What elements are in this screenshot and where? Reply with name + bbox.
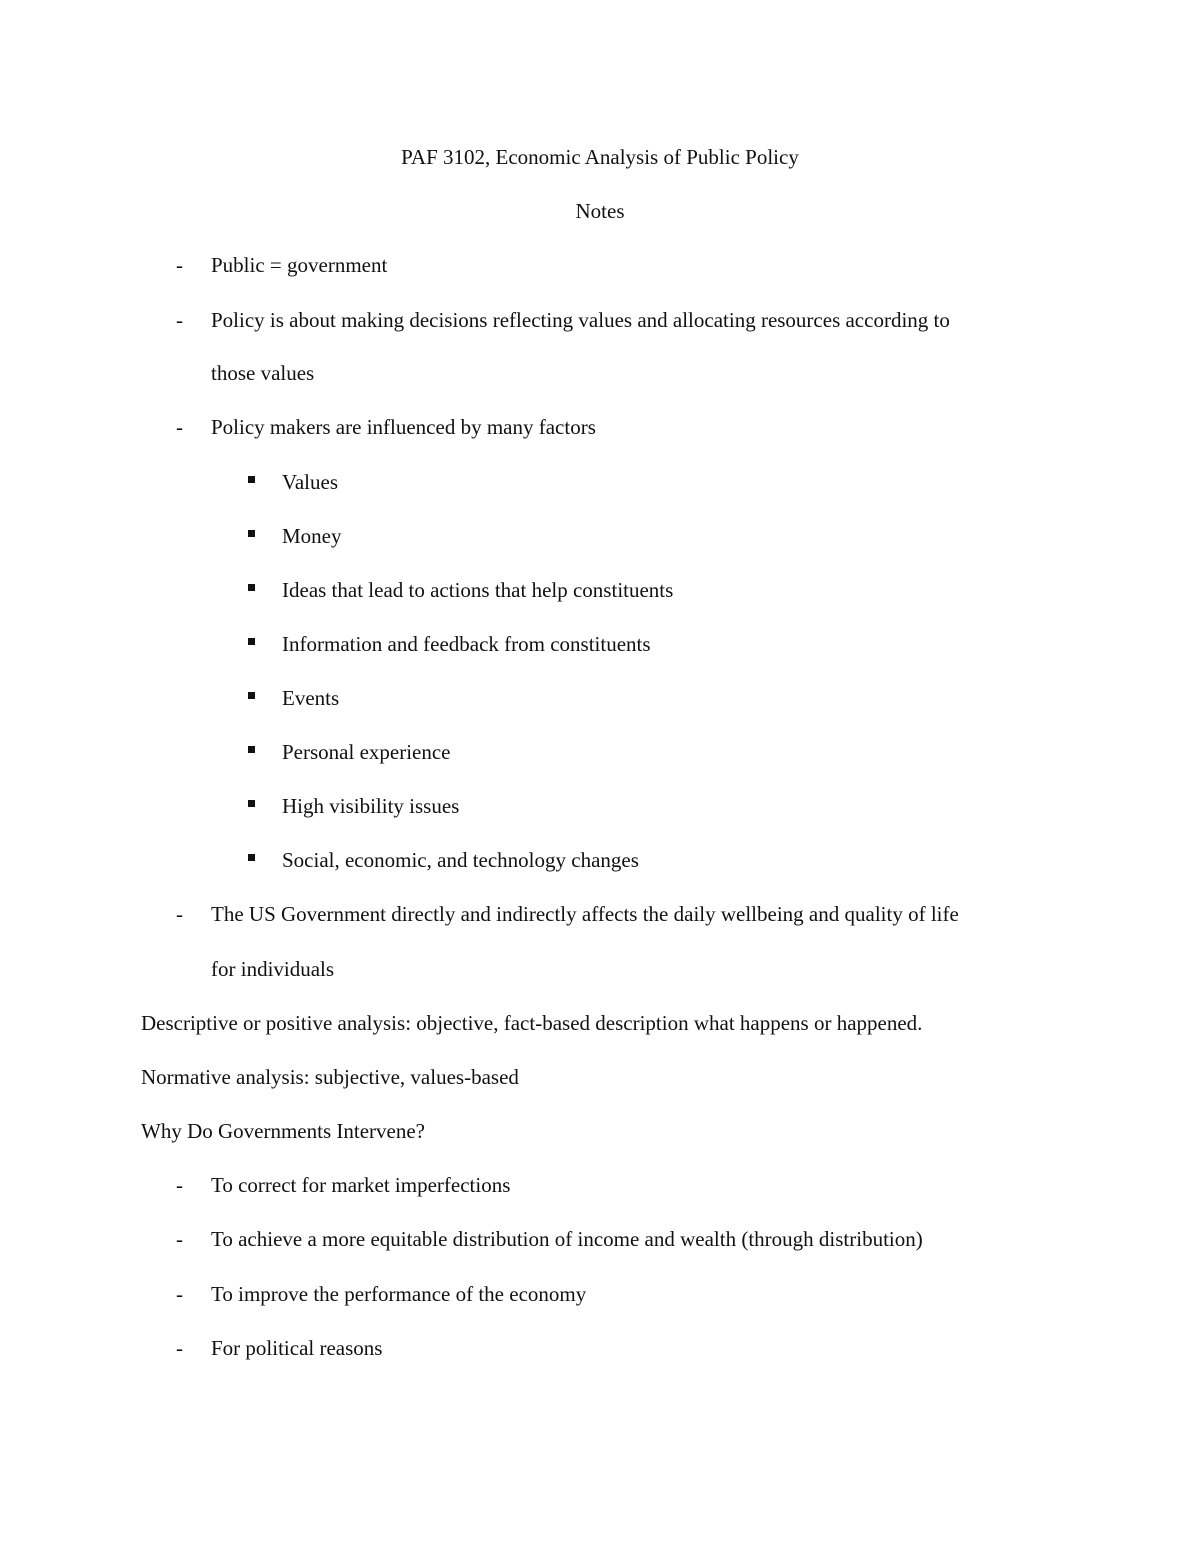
- dash-marker: -: [176, 1282, 183, 1306]
- square-bullet-icon: [248, 692, 255, 699]
- list-item-continuation: those values: [211, 361, 315, 385]
- factor-item: Values: [282, 470, 338, 494]
- square-bullet-icon: [248, 476, 255, 483]
- list-item: For political reasons: [211, 1336, 383, 1360]
- factor-item: Events: [282, 686, 340, 710]
- list-item: To achieve a more equitable distribution of income and wealth (through distribution): [211, 1227, 923, 1251]
- normative-analysis-paragraph: Normative analysis: subjective, values-based: [141, 1065, 519, 1089]
- square-bullet-icon: [248, 800, 255, 807]
- dash-marker: -: [176, 1227, 183, 1251]
- square-bullet-icon: [248, 638, 255, 645]
- list-item: To correct for market imperfections: [211, 1173, 511, 1197]
- square-bullet-icon: [248, 854, 255, 861]
- factor-item: High visibility issues: [282, 794, 460, 818]
- dash-marker: -: [176, 1336, 183, 1360]
- descriptive-analysis-paragraph: Descriptive or positive analysis: objective, fact-based description what happens or happened.: [141, 1011, 923, 1035]
- list-item: Public = government: [211, 253, 388, 277]
- dash-marker: -: [176, 253, 183, 277]
- factor-item: Ideas that lead to actions that help constituents: [282, 578, 674, 602]
- document-title: PAF 3102, Economic Analysis of Public Policy: [401, 145, 799, 169]
- section-heading: Why Do Governments Intervene?: [141, 1119, 425, 1143]
- list-item: The US Government directly and indirectly affects the daily wellbeing and quality of life: [211, 902, 959, 926]
- factor-item: Information and feedback from constituents: [282, 632, 651, 656]
- dash-marker: -: [176, 902, 183, 926]
- square-bullet-icon: [248, 746, 255, 753]
- list-item-continuation: for individuals: [211, 957, 335, 981]
- dash-marker: -: [176, 1173, 183, 1197]
- list-item: Policy makers are influenced by many factors: [211, 415, 596, 439]
- factor-item: Personal experience: [282, 740, 451, 764]
- factor-item: Money: [282, 524, 342, 548]
- list-item: Policy is about making decisions reflecting values and allocating resources according to: [211, 308, 950, 332]
- square-bullet-icon: [248, 584, 255, 591]
- square-bullet-icon: [248, 530, 255, 537]
- factor-item: Social, economic, and technology changes: [282, 848, 639, 872]
- dash-marker: -: [176, 308, 183, 332]
- document-subtitle: Notes: [575, 199, 625, 223]
- dash-marker: -: [176, 415, 183, 439]
- list-item: To improve the performance of the economy: [211, 1282, 587, 1306]
